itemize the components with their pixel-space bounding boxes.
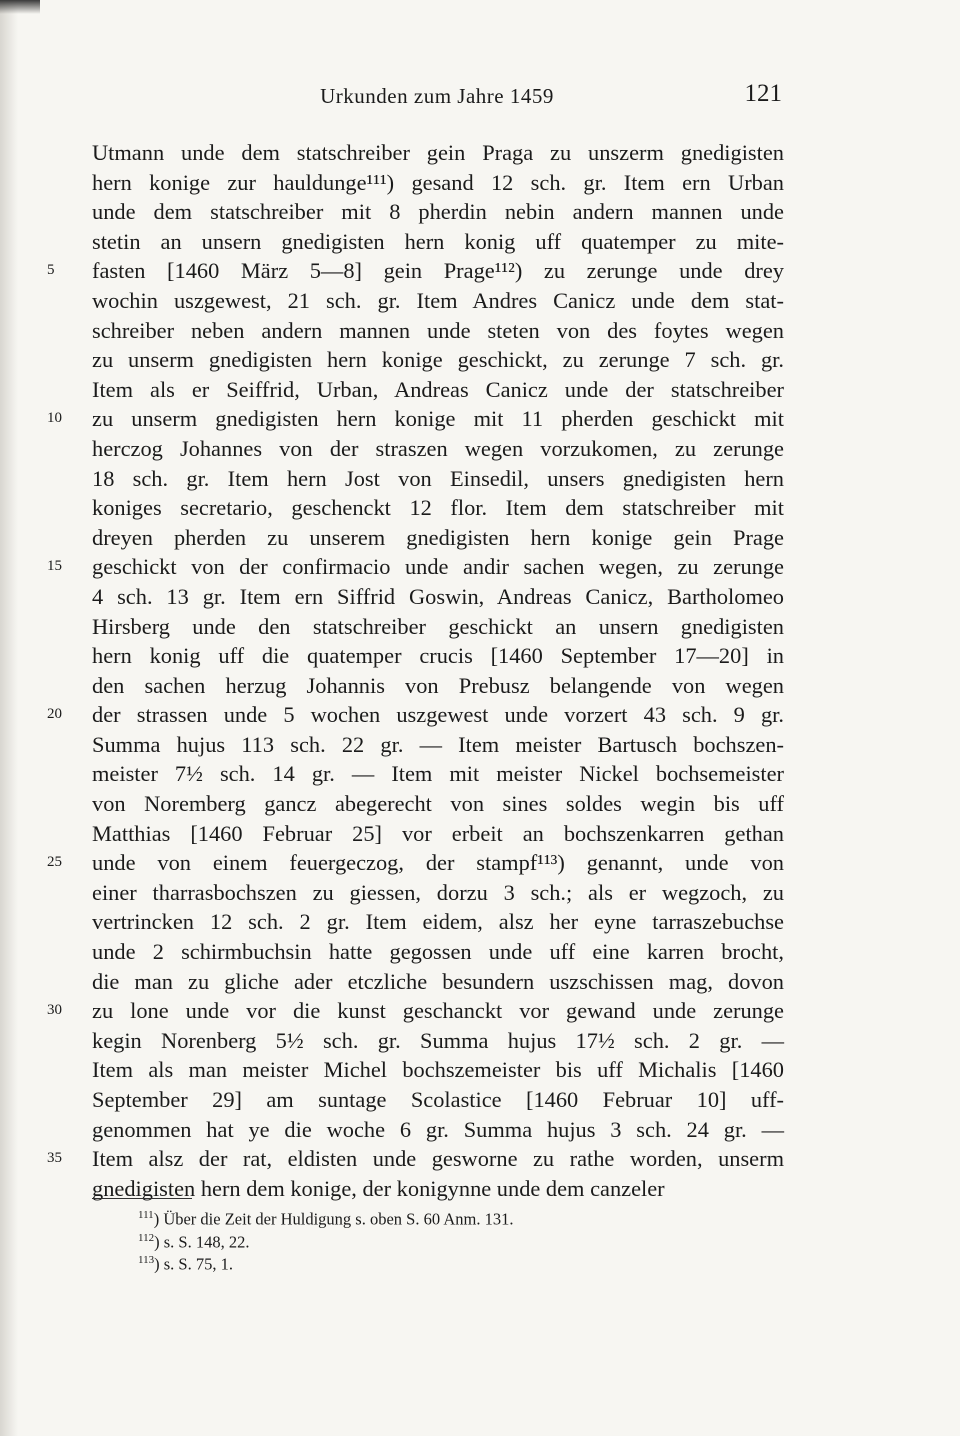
text-line — [47, 1144, 784, 1174]
line-text: unde dem statschreiber mit 8 pherdin nebin andern mannen unde — [92, 199, 784, 225]
line-text: gnedigisten hern dem konige, der konigynne unde dem canzeler — [92, 1175, 665, 1201]
text-line — [92, 907, 784, 937]
body-text — [47, 138, 784, 1203]
footnote-text: s. S. 148, 22. — [163, 1232, 250, 1251]
text-line — [92, 286, 784, 316]
line-text: Item alsz der rat, eldisten unde gesworne zu rathe worden, unserm — [92, 1146, 784, 1172]
footnote — [138, 1206, 738, 1229]
text-line — [92, 819, 784, 849]
footnote-text: s. S. 75, 1. — [163, 1254, 233, 1274]
text-line — [47, 700, 784, 730]
scan-corner-mark — [0, 0, 40, 14]
line-text: hern konige zur hauldunge¹¹¹) gesand 12 sch. gr. Item ern Urban — [92, 169, 784, 195]
line-text: dreyen pherden zu unserem gnedigisten hern konige gein Prage — [92, 524, 784, 550]
line-text: zu unserm gnedigisten hern konige mit 11 pherden geschickt mit — [92, 406, 784, 432]
footnotes — [138, 1206, 738, 1274]
text-line — [92, 612, 784, 642]
line-number: 5 — [47, 262, 55, 279]
line-number: 35 — [47, 1150, 62, 1167]
line-text: wochin uszgewest, 21 sch. gr. Item Andres Canicz unde dem stat- — [92, 287, 784, 313]
footnote-mark: 111 — [138, 1209, 154, 1221]
line-text: meister 7½ sch. 14 gr. — Item mit meister Nickel bochsemeister — [92, 761, 784, 787]
scan-edge-shadow — [0, 0, 18, 1436]
page-number: 121 — [744, 80, 782, 107]
line-text: koniges secretario, geschenckt 12 flor. Item dem statschreiber mit — [92, 495, 784, 521]
text-line — [47, 256, 784, 286]
text-line — [92, 168, 784, 198]
line-text: hern konig uff die quatemper crucis [1460 September 17—20] in — [92, 643, 784, 669]
line-text: von Noremberg gancz abegerecht von sines soldes wegin bis uff — [92, 791, 784, 817]
line-text: unde 2 schirmbuchsin hatte gegossen unde uff eine karren brocht, — [92, 939, 784, 965]
text-line — [92, 464, 784, 494]
line-number: 30 — [47, 1002, 62, 1019]
line-text: Matthias [1460 Februar 25] vor erbeit an bochszenkarren gethan — [92, 820, 784, 846]
line-text: einer tharrasbochszen zu giessen, dorzu 3 sch.; als er wegzoch, zu — [92, 879, 784, 905]
text-line — [92, 1085, 784, 1115]
footnote-paren: ) — [154, 1232, 164, 1251]
footnote-paren: ) — [153, 1209, 164, 1229]
line-text: geschickt von der confirmacio unde andir sachen wegen, zu zerunge — [92, 554, 784, 580]
line-number: 15 — [47, 558, 62, 575]
line-text: vertrincken 12 sch. 2 gr. Item eidem, alsz her eyne tarraszebuchse — [92, 909, 784, 935]
text-line — [92, 1026, 784, 1056]
text-line — [92, 1174, 784, 1204]
line-text: Utmann unde dem statschreiber gein Praga zu unszerm gnedigisten — [92, 140, 784, 165]
text-line — [92, 1055, 784, 1085]
text-line — [92, 789, 784, 819]
line-text: zu unserm gnedigisten hern konige geschickt, zu zerunge 7 sch. gr. — [92, 347, 784, 373]
text-line — [92, 967, 784, 997]
text-line — [92, 434, 784, 464]
line-text: die man zu gliche ader etczliche besundern uszschissen mag, dovon — [92, 968, 784, 994]
text-line — [92, 493, 784, 523]
line-text: stetin an unsern gnedigisten hern konig uff quatemper zu mite- — [92, 228, 784, 254]
line-text: den sachen herzug Johannis von Prebusz belangende von wegen — [92, 672, 784, 698]
line-text: fasten [1460 März 5—8] gein Prage¹¹²) zu zerunge unde drey — [92, 258, 784, 284]
line-text: herczog Johannes von der straszen wegen vorzukomen, zu zerunge — [92, 435, 784, 461]
footnote-mark: 113 — [138, 1254, 155, 1266]
line-text: 4 sch. 13 gr. Item ern Siffrid Goswin, Andreas Canicz, Bartholomeo — [92, 583, 784, 609]
footnote-paren: ) — [154, 1254, 164, 1274]
text-line — [92, 375, 784, 405]
line-text: unde von einem feuergeczog, der stampf¹¹³) genannt, unde von — [92, 850, 784, 876]
line-number: 10 — [47, 410, 62, 427]
line-text: 18 sch. gr. Item hern Jost von Einsedil, unsers gnedigisten hern — [92, 465, 784, 491]
running-title: Urkunden zum Jahre 1459 — [320, 84, 554, 108]
text-line — [92, 197, 784, 227]
text-line — [47, 404, 784, 434]
text-line — [47, 996, 784, 1026]
page-header — [92, 80, 782, 116]
text-line — [92, 937, 784, 967]
text-line — [92, 316, 784, 346]
footnote-rule — [92, 1198, 192, 1199]
text-line — [92, 138, 784, 168]
footnote-mark: 112 — [138, 1231, 155, 1244]
line-text: Item als er Seiffrid, Urban, Andreas Canicz unde der statschreiber — [92, 376, 784, 402]
text-line — [92, 582, 784, 612]
text-line — [92, 641, 784, 671]
line-text: zu lone unde vor die kunst geschanckt vor gewand unde zerunge — [92, 998, 784, 1024]
line-text: Summa hujus 113 sch. 22 gr. — Item meister Bartusch bochszen- — [92, 731, 784, 757]
line-number: 20 — [47, 706, 62, 723]
line-number: 25 — [47, 854, 62, 871]
text-line — [92, 759, 784, 789]
text-line — [92, 523, 784, 553]
text-line — [92, 671, 784, 701]
text-line — [92, 1115, 784, 1145]
text-line — [92, 730, 784, 760]
line-text: September 29] am suntage Scolastice [1460 Februar 10] uff- — [92, 1087, 784, 1112]
footnote — [138, 1251, 738, 1274]
line-text: schreiber neben andern mannen unde steten von des foytes wegen — [92, 317, 784, 343]
line-text: genommen hat ye die woche 6 gr. Summa hujus 3 sch. 24 gr. — — [92, 1116, 784, 1142]
text-line — [92, 878, 784, 908]
line-text: der strassen unde 5 wochen uszgewest unde vorzert 43 sch. 9 gr. — [92, 702, 784, 728]
line-text: kegin Norenberg 5½ sch. gr. Summa hujus 17½ sch. 2 gr. — — [92, 1027, 784, 1053]
text-line — [92, 345, 784, 375]
line-text: Hirsberg unde den statschreiber geschickt an unsern gnedigisten — [92, 613, 784, 639]
footnote — [138, 1229, 738, 1252]
text-line — [92, 227, 784, 257]
line-text: Item als man meister Michel bochszemeister bis uff Michalis [1460 — [92, 1057, 784, 1083]
footnote-text: Über die Zeit der Huldigung s. oben S. 60 Anm. 131. — [163, 1209, 514, 1229]
text-line — [47, 848, 784, 878]
text-line — [47, 552, 784, 582]
